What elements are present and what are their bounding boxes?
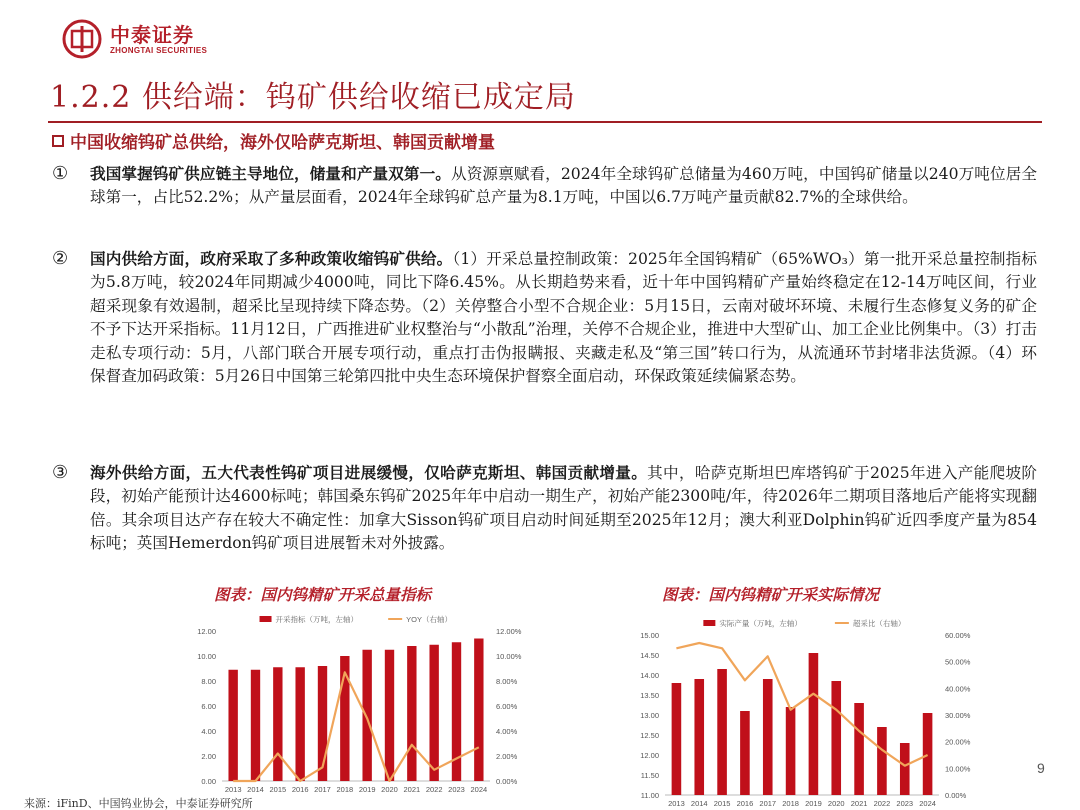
chart-1-title: 图表：国内钨精矿开采总量指标 <box>214 585 432 604</box>
bar <box>854 703 864 795</box>
x-tick-label: 2020 <box>381 785 398 794</box>
bar <box>251 670 260 781</box>
x-tick-label: 2013 <box>224 785 242 794</box>
x-tick-label: 2024 <box>470 785 488 794</box>
paragraph-marker: ② <box>52 248 69 269</box>
page-title: 1.2.2 供给端：钨矿供给收缩已成定局 <box>50 80 576 115</box>
x-tick-label: 2024 <box>919 799 936 808</box>
bar <box>717 669 727 795</box>
x-tick-label: 2023 <box>448 785 465 794</box>
y-left-tick-label: 11.00 <box>640 791 659 800</box>
bar <box>831 681 841 795</box>
bar <box>763 679 773 795</box>
y-right-tick-label: 40.00% <box>945 684 971 694</box>
bar <box>295 667 304 781</box>
y-left-tick-label: 2.00 <box>201 752 216 761</box>
series-line <box>233 672 479 781</box>
bar <box>228 670 237 781</box>
x-tick-label: 2018 <box>336 785 354 794</box>
bar <box>474 639 483 782</box>
y-left-tick-label: 4.00 <box>201 727 216 736</box>
y-right-tick-label: 2.00% <box>496 752 518 761</box>
legend-label-line: 超采比（右轴） <box>852 619 906 628</box>
x-tick-label: 2019 <box>358 785 376 794</box>
bar <box>385 650 394 781</box>
y-right-tick-label: 12.00% <box>496 627 522 636</box>
y-left-tick-label: 0.00 <box>201 777 216 786</box>
x-tick-label: 2015 <box>713 799 731 808</box>
x-tick-label: 2014 <box>690 799 708 808</box>
y-left-tick-label: 13.00 <box>640 711 659 720</box>
paragraph-text: （1）开采总量控制政策：2025年全国钨精矿（65%WO₃）第一批开采总量控制指标为5.8万吨，较2024年同期减少4000吨，同比下降6.45%。从长期趋势来看，近十年中国钨精矿产量始终稳定在12-14万吨区间，行业超采现象有效遏制，超采比呈现持续下降态势。（2）关停整合小型不合规企业：5月15日，云南对破坏环境、未履行生态修复义务的矿企不予下达开采指标。11月12日，广西推进矿业权整治与“小散乱”治理，关停不合规企业，推进中大型矿山、加工企业比例集中。（3）打击走私专项行动：5月，八部门联合开展专项行动，重点打击伪报瞒报、夹藏走私及“第三国”转口行为，从流通环节封堵非法货源。（4）环保督查加码政策：5月26日中国第三轮第四批中央生态环境保护督察全面启动，环保政策延续偏紧态势。 <box>90 250 1037 386</box>
bar <box>407 646 416 781</box>
y-left-tick-label: 14.50 <box>640 651 659 660</box>
paragraph-marker: ① <box>52 163 69 184</box>
y-right-tick-label: 6.00% <box>496 702 518 711</box>
bar <box>740 711 750 795</box>
y-left-tick-label: 6.00 <box>201 702 216 711</box>
x-tick-label: 2017 <box>314 785 331 794</box>
legend-label-line: YOY（右轴） <box>406 615 453 624</box>
y-right-tick-label: 30.00% <box>945 711 971 720</box>
y-left-tick-label: 13.50 <box>640 691 659 700</box>
paragraph-lead: 海外供给方面，五大代表性钨矿项目进展缓慢，仅哈萨克斯坦、韩国贡献增量。 <box>90 463 648 482</box>
square-bullet-icon <box>52 135 64 147</box>
x-tick-label: 2021 <box>403 785 421 794</box>
x-tick-label: 2023 <box>896 799 914 808</box>
brand-logo-icon <box>62 19 102 59</box>
y-right-tick-label: 10.00% <box>496 652 522 661</box>
bar <box>362 650 371 781</box>
brand-logo <box>62 16 232 62</box>
paragraph-marker: ③ <box>52 462 69 483</box>
y-right-tick-label: 50.00% <box>945 657 971 667</box>
x-tick-label: 2022 <box>873 799 891 808</box>
section-subtitle <box>52 128 495 153</box>
bar <box>672 683 682 795</box>
legend-label-bar: 开采指标（万吨，左轴） <box>275 615 359 624</box>
chart-2-title: 图表：国内钨精矿开采实际情况 <box>662 585 880 604</box>
legend-label-bar: 实际产量（万吨，左轴） <box>719 619 802 628</box>
x-tick-label: 2020 <box>827 799 845 808</box>
page-number: 9 <box>1037 760 1045 776</box>
x-tick-label: 2022 <box>425 785 443 794</box>
x-tick-label: 2013 <box>668 799 685 808</box>
brand-name-cn: 中泰证券 <box>110 22 194 47</box>
y-left-tick-label: 14.00 <box>640 671 659 680</box>
bar <box>429 645 438 781</box>
bar <box>809 653 819 795</box>
y-right-tick-label: 8.00% <box>496 677 518 686</box>
y-left-tick-label: 10.00 <box>197 652 216 661</box>
paragraph-lead: 我国掌握钨矿供应链主导地位，储量和产量双第一。 <box>90 164 451 183</box>
legend-swatch-bar <box>703 620 715 626</box>
x-tick-label: 2019 <box>805 799 822 808</box>
x-tick-label: 2016 <box>291 785 309 794</box>
y-right-tick-label: 60.00% <box>945 631 971 640</box>
bar <box>694 679 704 795</box>
y-left-tick-label: 12.50 <box>640 731 659 740</box>
bar <box>273 667 282 781</box>
y-left-tick-label: 8.00 <box>201 677 216 686</box>
paragraph-text: 从资源禀赋看，2024年全球钨矿总储量为460万吨，中国钨矿储量以240万吨位居全球第一，占比52.2%；从产量层面看，2024年全球钨矿总产量为8.1万吨，中国以6.7万吨产量贡献82.7%的全球供给。 <box>90 165 1037 207</box>
y-left-tick-label: 12.00 <box>640 751 659 760</box>
y-right-tick-label: 0.00% <box>945 791 967 800</box>
x-tick-label: 2014 <box>247 785 264 794</box>
source-note: 来源：iFinD、中国钨业协会，中泰证券研究所 <box>24 797 253 810</box>
title-divider <box>48 121 1042 123</box>
paragraph-2 <box>52 247 1037 388</box>
chart-quota <box>190 603 535 803</box>
section-subtitle-text: 中国收缩钨矿总供给，海外仅哈萨克斯坦、韩国贡献增量 <box>70 133 495 153</box>
bar <box>877 727 887 795</box>
y-right-tick-label: 20.00% <box>945 737 971 747</box>
x-tick-label: 2016 <box>736 799 754 808</box>
y-right-tick-label: 10.00% <box>945 764 971 774</box>
x-tick-label: 2018 <box>782 799 799 808</box>
paragraph-1 <box>52 162 1037 210</box>
legend-swatch-bar <box>260 616 272 622</box>
series-line <box>676 643 927 766</box>
paragraph-3 <box>52 461 1037 556</box>
y-right-tick-label: 0.00% <box>496 777 518 786</box>
y-left-tick-label: 15.00 <box>640 631 659 640</box>
paragraph-lead: 国内供给方面，政府采取了多种政策收缩钨矿供给。 <box>90 249 453 268</box>
y-left-tick-label: 11.50 <box>640 771 659 780</box>
paragraph-text: 其中，哈萨克斯坦巴库塔钨矿于2025年进入产能爬坡阶段，初始产能预计达4600标吨；韩国桑东钨矿2025年年中启动一期生产，初始产能2300吨/年，待2026年二期项目落地后产能将实现翻倍。其余项目达产存在较大不确定性：加拿大Sisson钨矿项目启动时间延期至2025年12月；澳大利亚Dolphin钨矿近四季度产量为854标吨；英国Hemerdon钨矿项目进展暂未对外披露。 <box>90 464 1037 553</box>
y-right-tick-label: 4.00% <box>496 727 518 736</box>
x-tick-label: 2017 <box>759 799 777 808</box>
x-tick-label: 2021 <box>850 799 868 808</box>
y-left-tick-label: 12.00 <box>197 627 216 636</box>
brand-name-en: ZHONGTAI SECURITIES <box>110 45 208 55</box>
x-tick-label: 2015 <box>269 785 287 794</box>
bar <box>900 743 910 795</box>
bar <box>923 713 933 795</box>
bar <box>786 707 796 795</box>
chart-actual <box>625 603 985 808</box>
